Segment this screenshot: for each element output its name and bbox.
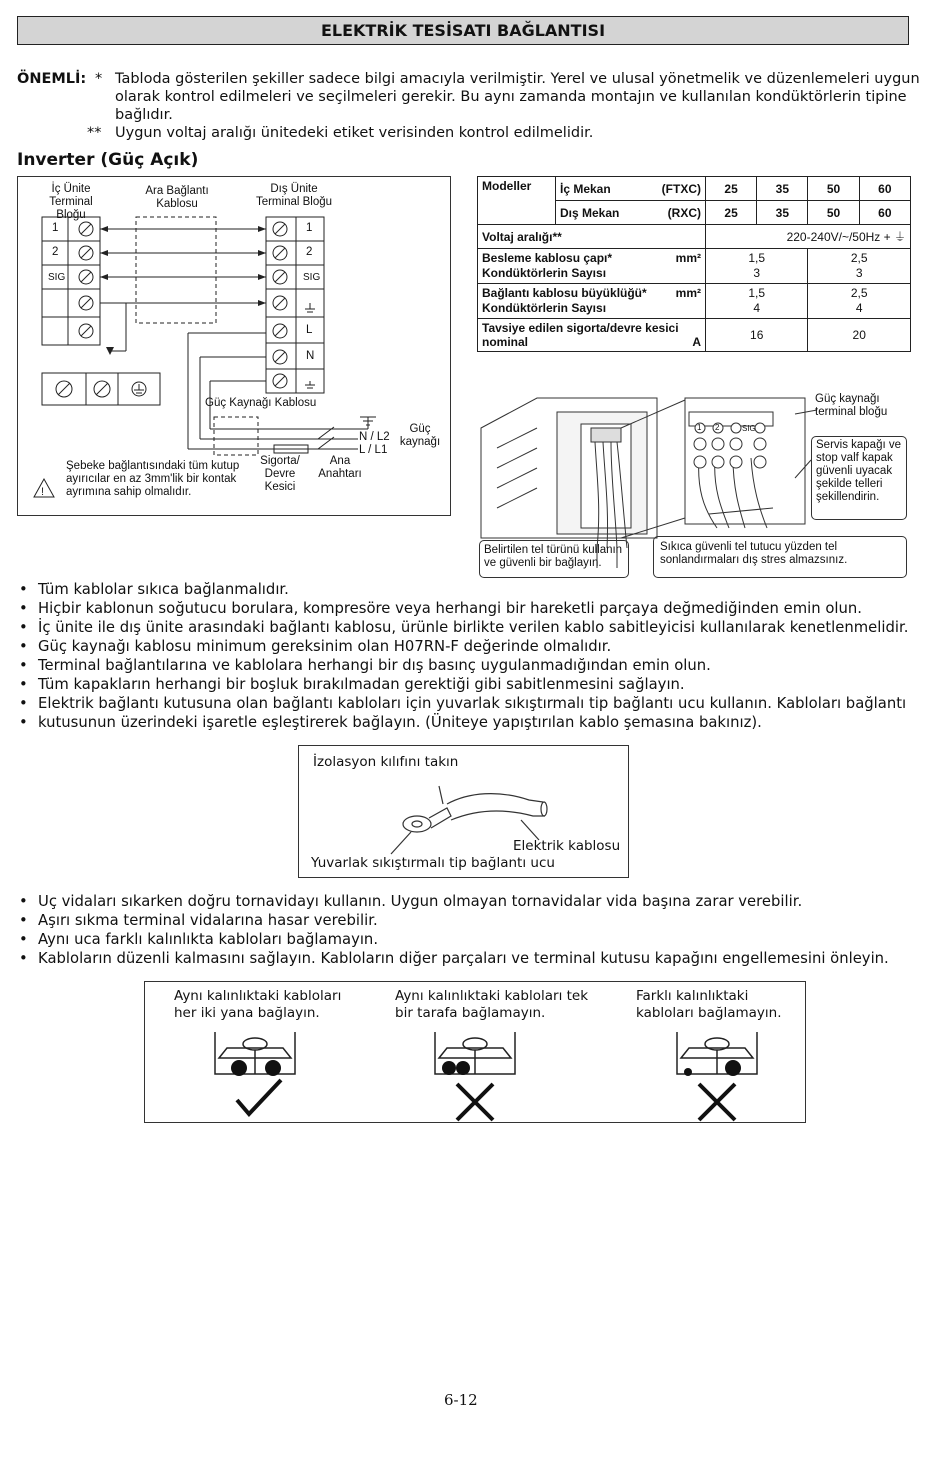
wire-label: Elektrik kablosu: [513, 838, 621, 854]
caption-correct: Aynı kalınlıktaki kabloları her iki yana bağlayın.: [174, 988, 342, 1021]
tb-label: Güç kaynağı terminal bloğu: [815, 393, 888, 418]
cross-icon: [699, 1084, 735, 1120]
models-header: Modeller: [478, 177, 556, 225]
list-item-continuation: • kutusunun üzerindeki işaretle eşleştirerek bağlayın. (Üniteye yapıştırılan kablo şemasına bakınız).: [17, 713, 927, 732]
crimp-label: Yuvarlak sıkıştırmalı tip bağlantı ucu: [311, 855, 555, 871]
section-title: Inverter (Güç Açık): [17, 150, 199, 170]
cable-box: [136, 217, 216, 323]
size-cell: 60: [859, 177, 910, 201]
voltage-value: 220-240V/~/50Hz + ⏚: [706, 225, 911, 249]
list-item: • Güç kaynağı kablosu minimum gereksinim olan H07RN-F değerinde olmalıdır.: [17, 637, 927, 656]
wire-connection-figure: [144, 981, 806, 1123]
list-item: • Uç vidaları sıkarken doğru tornavidayı kullanın. Uygun olmayan tornavidalar vida başına zarar verebilir.: [17, 892, 927, 911]
service-note: Servis kapağı ve stop valf kapak güvenli uyacak şekilde telleri şekillendirin.: [811, 436, 907, 520]
power-cable-label: Güç Kaynağı Kablosu: [205, 397, 317, 409]
cable-title: Ara Bağlantı Kablosu: [145, 185, 209, 210]
switch-label: Ana Anahtarı: [318, 455, 362, 480]
voltage-label: Voltaj aralığı**: [478, 225, 706, 249]
conn-value: 1,5 4: [706, 284, 808, 319]
size-cell: 50: [808, 177, 859, 201]
wire-dot: [456, 1061, 470, 1075]
svg-text:!: !: [41, 486, 45, 498]
caption-wrong-side: Aynı kalınlıktaki kabloları tek bir tarafa bağlamayın.: [395, 988, 589, 1021]
wire-dot: [442, 1061, 456, 1075]
outdoor-terminal-title: Dış Ünite Terminal Bloğu: [255, 183, 333, 208]
indoor-terminal-title: İç Ünite Terminal Bloğu: [49, 183, 93, 221]
screw-icon: [730, 456, 742, 468]
note-line: Uygun voltaj aralığı ünitedeki etiket verisinden kontrol edilmelidir.: [115, 125, 594, 141]
terminal-num: SIG: [742, 424, 756, 433]
crimp-terminal-figure: [298, 745, 629, 878]
note-line: Tabloda gösterilen şekiller sadece bilgi amacıyla verilmiştir. Yerel ve ulusal yönetmelik ve düzenlemeleri uygun: [115, 71, 920, 87]
outdoor-n: N: [306, 350, 315, 362]
size-cell: 35: [757, 201, 808, 225]
indoor-t2: 2: [52, 246, 59, 258]
size-cell: 50: [808, 201, 859, 225]
list-item: • İç ünite ile dış ünite arasındaki bağlantı kablosu, ürünle birlikte verilen kablo sabitleyicisi kullanılarak kenetlenmelidir.: [17, 618, 927, 637]
callout-wire-holder: Sıkıca güvenli tel tutucu yüzden tel sonlandırmaları dış stres almazsınız.: [653, 536, 907, 578]
indoor-row: İç Mekan (FTXC): [556, 177, 706, 201]
indoor-t1: 1: [52, 222, 59, 234]
ground-icon: ⏚: [890, 230, 906, 244]
power-supply-label: Güç kaynağı: [399, 423, 441, 448]
screw-icon: [730, 438, 742, 450]
list-item: • Hiçbir kablonun soğutucu borulara, kompresöre veya herhangi bir hareketli parçaya değmediğinden emin olun.: [17, 599, 927, 618]
list-item: • Tüm kablolar sıkıca bağlanmalıdır.: [17, 580, 927, 599]
outdoor-t2: 2: [306, 246, 313, 258]
note-line: bağlıdır.: [115, 107, 173, 123]
list-item: • Tüm kapakların herhangi bir boşluk bırakılmadan gerektiği gibi sabitlenmesini sağlayın.: [17, 675, 927, 694]
sleeve-label: İzolasyon kılıfını takın: [313, 754, 459, 770]
size-cell: 35: [757, 177, 808, 201]
screw-icon: [694, 456, 706, 468]
outdoor-row: Dış Mekan (RXC): [556, 201, 706, 225]
wire-dot: [231, 1060, 247, 1076]
bullet-list-1: [17, 580, 927, 732]
screw-icon: [754, 456, 766, 468]
terminal-icon: [755, 423, 765, 433]
page-number: 6-12: [444, 1391, 478, 1409]
size-cell: 60: [859, 201, 910, 225]
screw-icon: [694, 438, 706, 450]
wire-dot: [684, 1068, 692, 1076]
supply-value: 2,5 3: [808, 249, 911, 284]
wire-dot: [265, 1060, 281, 1076]
supply-value: 1,5 3: [706, 249, 808, 284]
fuse-rating-value: 16: [706, 319, 808, 352]
n-l2-label: N / L2: [359, 431, 390, 443]
conn-value: 2,5 4: [808, 284, 911, 319]
outdoor-t1: 1: [306, 222, 313, 234]
list-item: • Aynı uca farklı kalınlıkta kabloları bağlamayın.: [17, 930, 927, 949]
terminal-num: 2: [715, 423, 720, 432]
size-cell: 25: [706, 177, 757, 201]
l-l1-label: L / L1: [359, 444, 388, 456]
list-item: • Kabloların düzenli kalmasını sağlayın. Kabloların diğer parçaları ve terminal kutusu kapağını engellemesini önleyin.: [17, 949, 927, 968]
conn-label: Bağlantı kablosu büyüklüğü* mm² Kondüktörlerin Sayısı: [478, 284, 706, 319]
list-item: • Aşırı sıkma terminal vidalarına hasar verebilir.: [17, 911, 927, 930]
check-icon: [237, 1080, 281, 1114]
fuse-rating-value: 20: [808, 319, 911, 352]
list-item: • Elektrik bağlantı kutusuna olan bağlantı kabloları için yuvarlak sıkıştırmalı tip bağlantı ucu kullanın. Kabloları bağlantı: [17, 694, 927, 713]
spec-table: [477, 176, 911, 352]
screw-icon: [754, 438, 766, 450]
screw-icon: [712, 438, 724, 450]
supply-label: Besleme kablosu çapı* mm² Kondüktörlerin Sayısı: [478, 249, 706, 284]
outdoor-l: L: [306, 324, 313, 336]
list-item: • Terminal bağlantılarına ve kablolara herhangi bir dış basınç uygulanmadığından emin olun.: [17, 656, 927, 675]
callout-wire-type: Belirtilen tel türünü kullanın ve güvenli bir bağlayın.: [479, 540, 629, 578]
fuse-rating-label: Tavsiye edilen sigorta/devre kesici nominal A: [478, 319, 706, 352]
cross-icon: [457, 1084, 493, 1120]
outdoor-sig: SIG: [303, 272, 321, 283]
screw-icon: [712, 456, 724, 468]
wiring-diagram: [17, 176, 451, 516]
important-label: ÖNEMLİ:: [17, 71, 87, 87]
fuse-label: Sigorta/ Devre Kesici: [260, 455, 300, 493]
indoor-sig: SIG: [48, 272, 66, 283]
page-title: ELEKTRİK TESİSATI BAĞLANTISI: [17, 16, 909, 45]
bullet-list-2: [17, 892, 927, 968]
note-star: **: [87, 125, 102, 141]
connection-svg: [145, 982, 807, 1124]
note-line: olarak kontrol edilmeleri ve seçilmeleri gerekir. Bu aynı zamanda montajın ve kullanılan kondüktörlerin tipine: [115, 89, 907, 105]
terminal-icon: [731, 423, 741, 433]
wire-dot: [725, 1060, 741, 1076]
caption-wrong-thickness: Farklı kalınlıktaki kabloları bağlamayın.: [636, 988, 782, 1021]
unit-illustration: [477, 388, 911, 584]
terminal-num: 1: [697, 423, 702, 432]
note-star: *: [95, 71, 103, 87]
warning-text: Şebeke bağlantısındaki tüm kutup ayırıcılar en az 3mm'lik bir kontak ayrımına sahip olmalıdır.: [66, 460, 240, 498]
size-cell: 25: [706, 201, 757, 225]
